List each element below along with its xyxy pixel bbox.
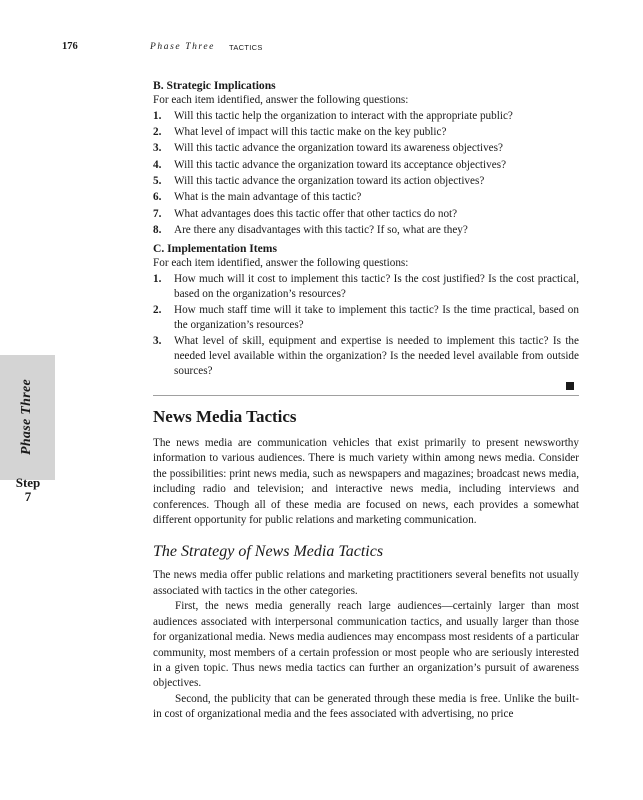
item-text: Will this tactic help the organization to interact with the appropriate public? [174,109,513,122]
end-square-icon [566,382,574,390]
item-text: What level of skill, equipment and expertise is needed to implement this tactic? Is the needed level available within the organization? Is the needed level available from outside sources? [174,335,579,377]
strategy-paragraph: The news media offer public relations and marketing practitioners several benefits not usually associated with tactics in the other categories. [153,569,579,597]
step-label: Step [15,475,41,490]
section-divider [153,395,579,396]
strategic-questions-list [153,109,579,238]
item-number: 1. [153,109,162,122]
item-text: How much will it cost to implement this tactic? Is the cost justified? Is the cost practical, based on the organization’s resources? [174,272,579,300]
item-text: Will this tactic advance the organization toward its awareness objectives? [174,142,503,155]
strategy-paragraph: First, the news media generally reach large audiences—certainly larger than most audiences associated with interpersonal communication tactics, and usually larger than those for organizational media. News media audiences may encompass most residents of a particular community, most members of a certain profession or most people who are seriously interested in a given topic. Thus news media tactics can further an organization’s pursuit of awareness objectives. [153,600,579,690]
item-text: Will this tactic advance the organization toward its acceptance objectives? [174,158,507,171]
implementation-items-heading: C. Implementation Items [153,242,277,256]
section-end-marker [153,380,579,392]
strategy-title: The Strategy of News Media Tactics [153,543,384,561]
item-number: 2. [153,126,162,139]
item-number: 8. [153,223,162,236]
implementation-questions-list [153,272,579,379]
list-item [153,174,579,189]
item-text: How much staff time will it take to implement this tactic? Is the time practical, based on the organization’s resources? [174,304,579,331]
header-section: TACTICS [229,43,263,52]
list-item [153,223,579,238]
item-number: 3. [153,335,162,348]
news-media-paragraph: The news media are communication vehicles that exist primarily to present newsworthy information to various audiences. There is much variety within among news media. Consider the possibilities: print news media, such as newspapers and magazines; broadcast news media, including radio and television; and interactive news media, including interviews and conferences. Though all of these media are focused on news, each provides a somewhat different opportunity for public relations and marketing communication. [153,437,579,527]
list-item [153,125,579,140]
page-body [153,78,579,723]
item-text: What is the main advantage of this tactic? [174,191,362,204]
page-number: 176 [62,41,78,52]
list-item [153,109,579,124]
news-media-tactics-title: News Media Tactics [153,407,297,427]
side-tab-phase-label: Phase Three [19,378,34,456]
header-phase: Phase Three [150,42,216,52]
step-number: 7 [24,489,32,504]
implementation-intro: For each item identified, answer the following questions: [153,257,409,270]
list-item [153,141,579,156]
list-item [153,334,579,378]
item-number: 4. [153,158,162,171]
list-item [153,272,579,302]
item-text: Are there any disadvantages with this tactic? If so, what are they? [174,223,468,236]
item-number: 5. [153,174,162,187]
item-number: 3. [153,142,162,155]
item-number: 2. [153,304,162,317]
strategic-intro: For each item identified, answer the following questions: [153,94,409,106]
running-header [0,41,643,57]
list-item [153,190,579,205]
item-number: 7. [153,207,162,220]
strategic-implications-heading: B. Strategic Implications [153,79,276,92]
item-text: Will this tactic advance the organization toward its action objectives? [174,174,485,187]
item-text: What level of impact will this tactic make on the key public? [174,126,447,139]
list-item [153,303,579,333]
item-number: 1. [153,272,162,285]
item-number: 6. [153,191,162,204]
item-text: What advantages does this tactic offer that other tactics do not? [174,207,458,220]
list-item [153,207,579,222]
phase-side-tab [0,355,55,480]
list-item [153,158,579,173]
strategy-paragraph: Second, the publicity that can be generated through these media is free. Unlike the built-in cost of organizational media and the fees associated with advertising, no price [153,692,579,721]
